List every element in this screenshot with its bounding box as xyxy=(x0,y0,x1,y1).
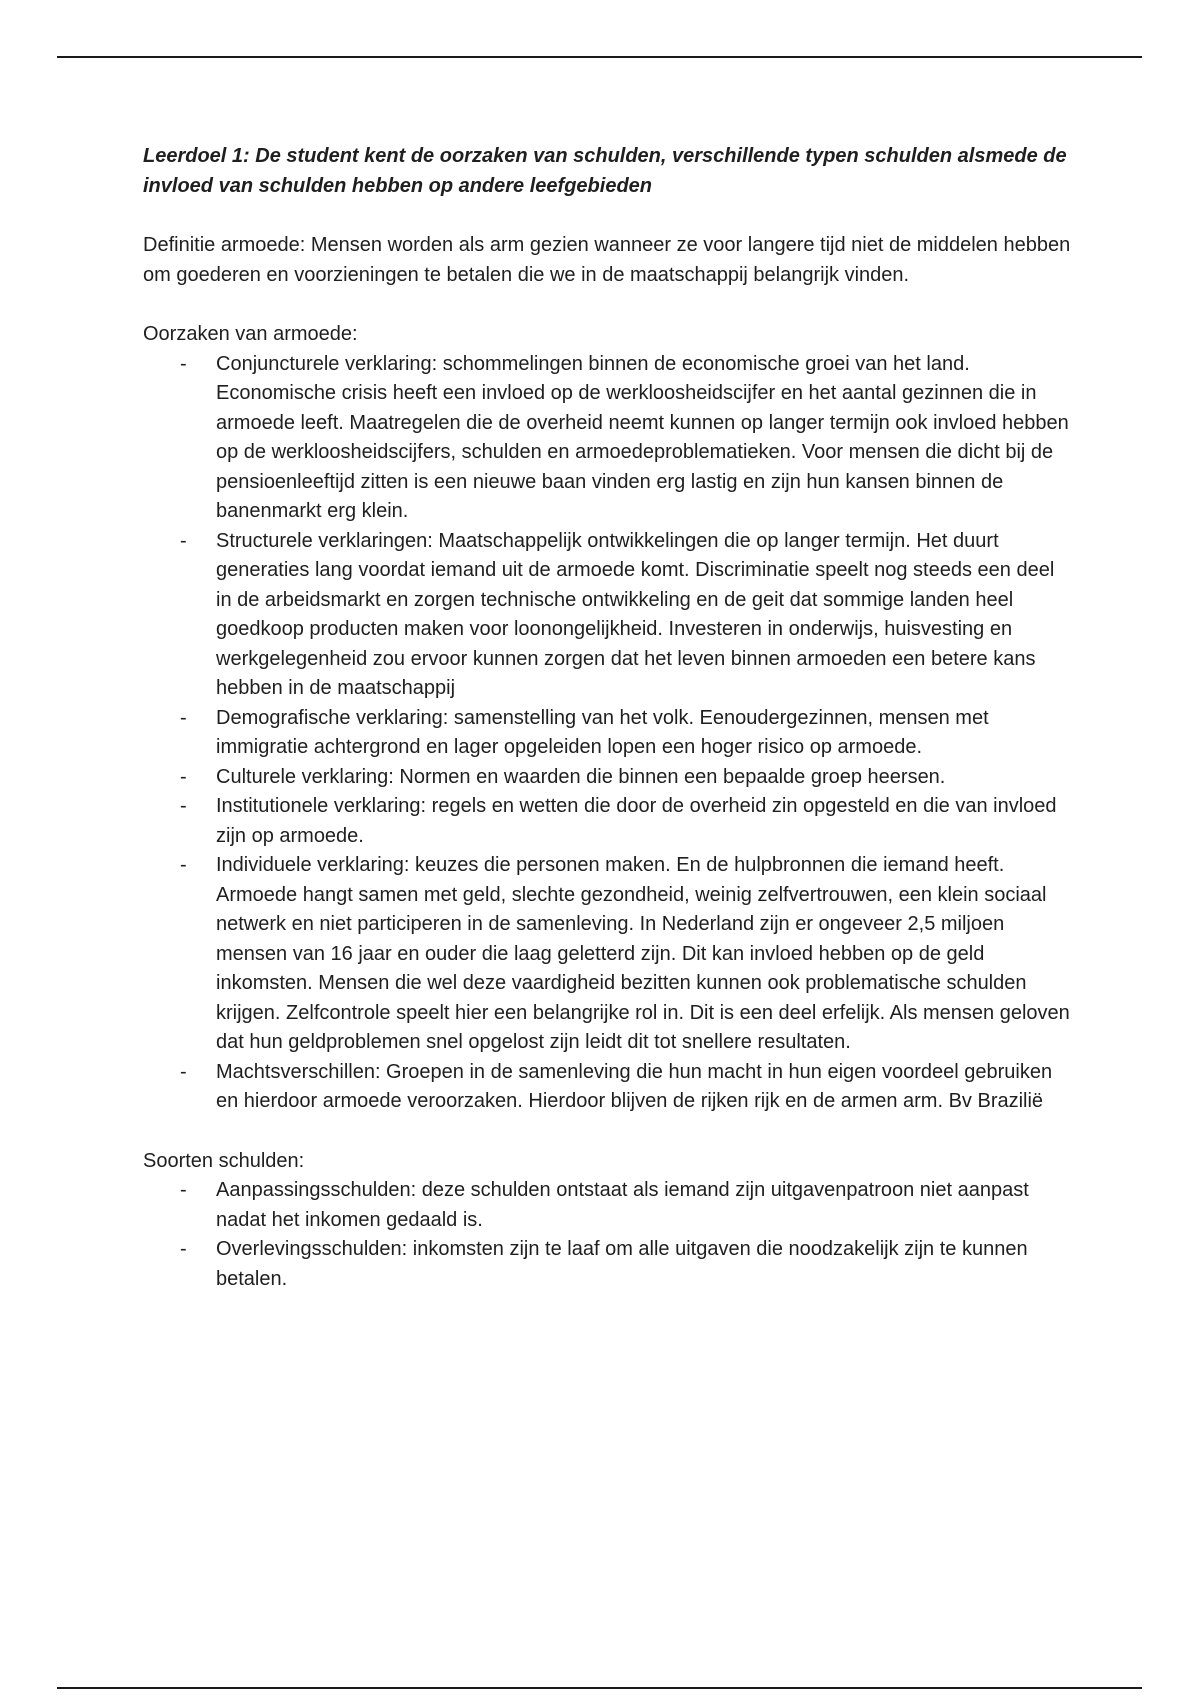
dash-bullet: - xyxy=(180,706,187,729)
causes-title: Oorzaken van armoede: xyxy=(143,323,358,345)
learning-goal-heading: Leerdoel 1: De student kent de oorzaken van schulden, verschillende typen schulden alsmede de invloed van schulden hebben op andere leefgebieden xyxy=(143,145,1067,197)
list-item-text: Overlevingsschulden: inkomsten zijn te laaf om alle uitgaven die noodzakelijk zijn te kunnen betalen. xyxy=(216,1238,1028,1290)
list-item xyxy=(143,350,1073,527)
debt-types-list xyxy=(143,1176,1073,1294)
list-item-text: Machtsverschillen: Groepen in de samenleving die hun macht in hun eigen voordeel gebruiken en hierdoor armoede veroorzaken. Hierdoor blijven de rijken rijk en de armen arm. Bv Brazilië xyxy=(216,1060,1053,1112)
list-item xyxy=(143,1235,1073,1294)
header-rule xyxy=(57,56,1142,58)
list-item xyxy=(143,763,1073,793)
list-item-text: Individuele verklaring: keuzes die personen maken. En de hulpbronnen die iemand heeft. Armoede hangt samen met geld, slechte gezondheid, weinig zelfvertrouwen, een klein sociaal netwerk en niet participeren in de samenleving. In Nederland zijn er ongeveer 2,5 miljoen mensen van 16 jaar en ouder die laag geletterd zijn. Dit kan invloed hebben op de geld inkomsten. Mensen die wel deze vaardigheid bezitten kunnen ook problematische schulden krijgen. Zelfcontrole speelt hier een belangrijke rol in. Dit is een deel erfelijk. Als mensen geloven dat hun geldproblemen snel opgelost zijn leidt dit tot snellere resultaten. xyxy=(216,854,1070,1053)
list-item-text: Conjuncturele verklaring: schommelingen binnen de economische groei van het land. Economische crisis heeft een invloed op de werkloosheidscijfer en het aantal gezinnen die in armoede leeft. Maatregelen die de overheid neemt kunnen op langer termijn ook invloed hebben op de werkloosheidscijfers, schulden en armoedeproblematieken. Voor mensen die dicht bij de pensioenleeftijd zitten is een nieuwe baan vinden erg lastig en zijn hun kansen binnen de banenmarkt erg klein. xyxy=(216,352,1069,522)
dash-bullet: - xyxy=(180,765,187,788)
list-item-text: Culturele verklaring: Normen en waarden die binnen een bepaalde groep heersen. xyxy=(216,765,946,788)
list-item xyxy=(143,1058,1073,1117)
poverty-definition: Definitie armoede: Mensen worden als arm gezien wanneer ze voor langere tijd niet de middelen hebben om goederen en voorzieningen te betalen die we in de maatschappij belangrijk vinden. xyxy=(143,234,1071,286)
list-item-text: Demografische verklaring: samenstelling van het volk. Eenoudergezinnen, mensen met immigratie achtergrond en lager opgeleiden lopen een hoger risico op armoede. xyxy=(216,706,989,758)
dash-bullet: - xyxy=(180,795,187,817)
dash-bullet: - xyxy=(180,1060,187,1083)
list-item xyxy=(143,704,1073,763)
dash-bullet: - xyxy=(180,352,187,375)
list-item-text: Aanpassingsschulden: deze schulden ontstaat als iemand zijn uitgavenpatroon niet aanpast nadat het inkomen gedaald is. xyxy=(216,1179,1029,1231)
causes-list xyxy=(143,350,1073,1117)
dash-bullet: - xyxy=(180,1179,187,1201)
footer-rule xyxy=(57,1687,1142,1689)
dash-bullet: - xyxy=(180,854,187,876)
list-item xyxy=(143,527,1073,704)
debt-types-title: Soorten schulden: xyxy=(143,1149,305,1172)
dash-bullet: - xyxy=(180,1238,187,1260)
dash-bullet: - xyxy=(180,529,187,552)
list-item xyxy=(143,851,1073,1058)
list-item-text: Institutionele verklaring: regels en wetten die door de overheid zin opgesteld en die van invloed zijn op armoede. xyxy=(216,795,1057,847)
list-item-text: Structurele verklaringen: Maatschappelijk ontwikkelingen die op langer termijn. Het duurt generaties lang voordat iemand uit de armoede komt. Discriminatie speelt nog steeds een deel in de arbeidsmarkt en zorgen technische ontwikkeling en de geit dat sommige landen heel goedkoop producten maken voor loonongelijkheid. Investeren in onderwijs, huisvesting en werkgelegenheid zou ervoor kunnen zorgen dat het leven binnen armoeden een betere kans hebben in de maatschappij xyxy=(216,529,1055,699)
document-body xyxy=(143,142,1073,1324)
list-item xyxy=(143,792,1073,851)
list-item xyxy=(143,1176,1073,1235)
